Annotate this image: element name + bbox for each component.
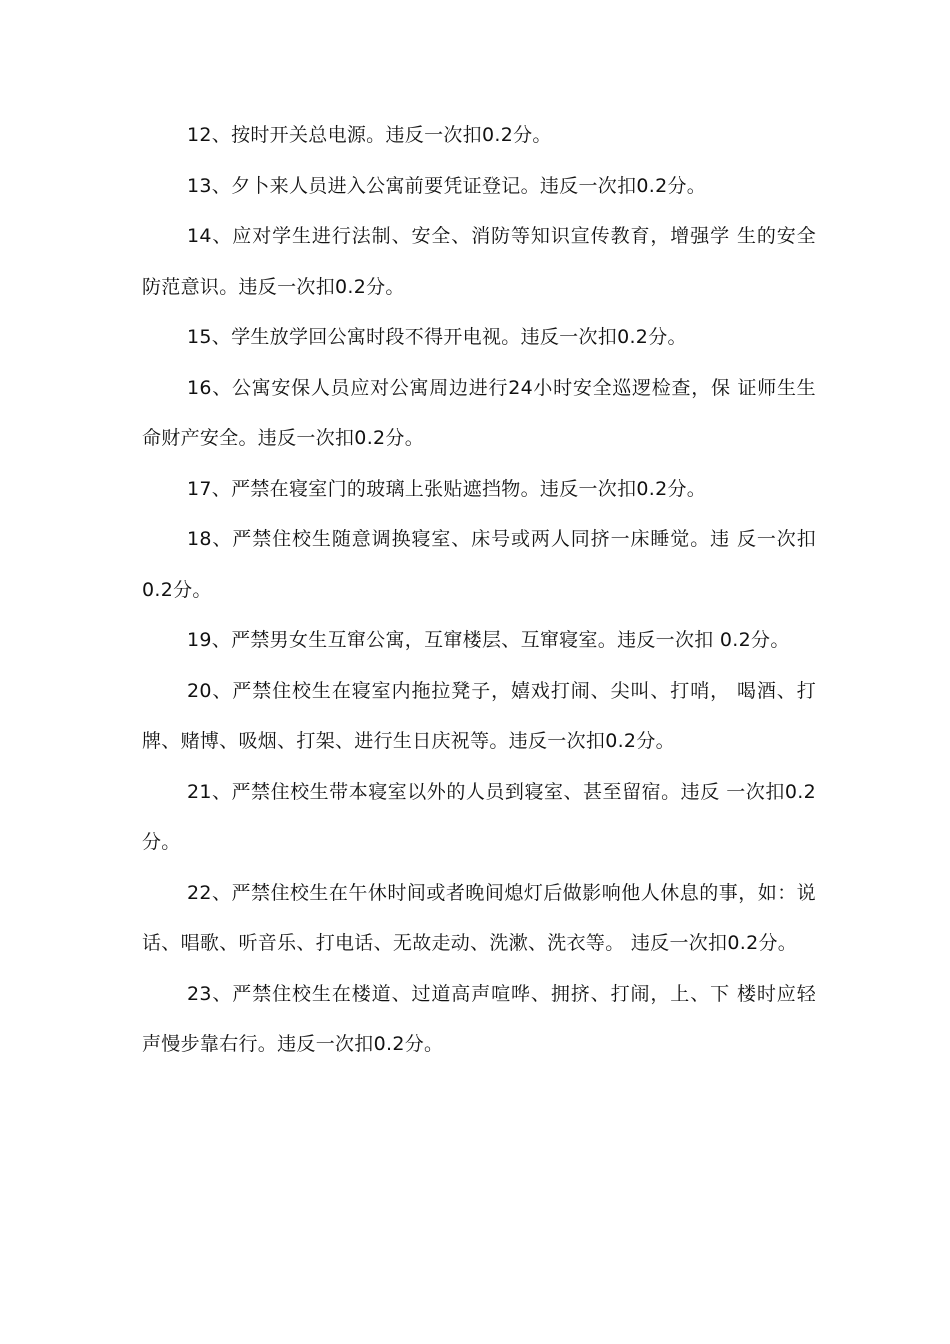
rule-16: 16、公寓安保人员应对公寓周边进行24小时安全巡逻检查，保 证师生生命财产安全。违反一次扣0.2分。 [142,376,816,449]
rule-23: 23、严禁住校生在楼道、过道高声喧哗、拥挤、打闹，上、下 楼时应轻声慢步靠右行。违反一次扣0.2分。 [142,982,816,1055]
rule-21: 21、严禁住校生带本寝室以外的人员到寝室、甚至留宿。违反 一次扣0.2分。 [142,780,816,853]
rule-22: 22、严禁住校生在午休时间或者晚间熄灯后做影响他人休息的事，如：说话、唱歌、听音乐、打电话、无故走动、洗漱、洗衣等。 违反一次扣0.2分。 [142,881,816,954]
rule-14: 14、应对学生进行法制、安全、消防等知识宣传教育，增强学 生的安全防范意识。违反一次扣0.2分。 [142,225,816,298]
rule-18: 18、严禁住校生随意调换寝室、床号或两人同挤一床睡觉。违 反一次扣0.2分。 [142,528,816,601]
rule-15: 15、学生放学回公寓时段不得开电视。违反一次扣0.2分。 [187,326,687,348]
rule-19: 19、严禁男女生互窜公寓，互窜楼层、互窜寝室。违反一次扣 0.2分。 [187,629,790,651]
rule-12: 12、按时开关总电源。违反一次扣0.2分。 [187,124,552,146]
rule-13: 13、夕卜来人员进入公寓前要凭证登记。违反一次扣0.2分。 [187,174,707,197]
document-body [142,110,816,1070]
rule-17: 17、严禁在寝室门的玻璃上张贴遮挡物。违反一次扣0.2分。 [187,477,707,500]
rule-20: 20、严禁住校生在寝室内拖拉凳子，嬉戏打闹、尖叫、打哨， 喝酒、打牌、赌博、吸烟、打架、进行生日庆祝等。违反一次扣0.2分。 [142,679,816,752]
